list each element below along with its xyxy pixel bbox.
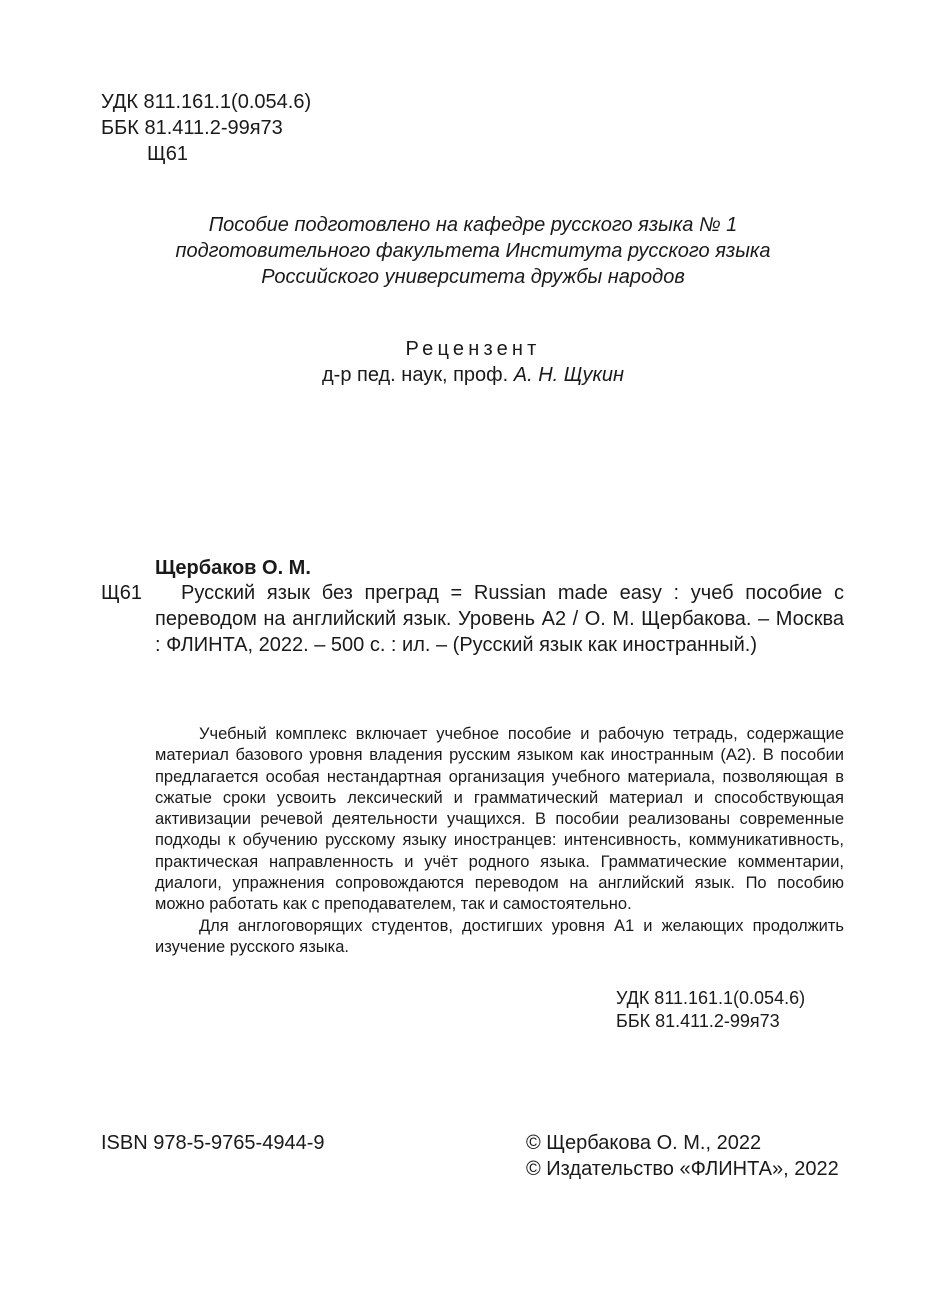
copyright-block	[526, 1130, 839, 1182]
copyright-author: © Щербакова О. М., 2022	[526, 1132, 762, 1154]
department-note-line-1: Пособие подготовлено на кафедре русского языка № 1	[208, 214, 738, 236]
bibliographic-description-text: Русский язык без преград = Russian made easy : учеб пособие с переводом на английский язык. Уровень А2 / О. М. Щербакова. – Москва : ФЛИНТА, 2022. – 500 с. : ил. – (Русский язык как иностранный.)	[155, 582, 844, 656]
bibliographic-cipher: Щ61	[101, 582, 142, 604]
reviewer-degree: д-р пед. наук, проф.	[321, 364, 509, 386]
classification-codes-bottom	[616, 987, 805, 1033]
annotation-paragraph-2: Для англоговорящих студентов, достигших уровня А1 и желающих продолжить изучение русского языка.	[155, 916, 844, 956]
udk-code: УДК 811.161.1(0.054.6)	[101, 91, 312, 113]
reviewer-credentials	[100, 362, 846, 388]
bbk-code-bottom: ББК 81.411.2-99я73	[616, 1011, 780, 1031]
copyright-publisher: © Издательство «ФЛИНТА», 2022	[526, 1158, 839, 1180]
classification-codes-top	[101, 89, 311, 167]
department-note-line-3: Российского университета дружбы народов	[261, 266, 685, 288]
reviewer-name: А. Н. Щукин	[513, 364, 625, 386]
isbn: ISBN 978-5-9765-4944-9	[101, 1132, 325, 1154]
author-cipher: Щ61	[147, 143, 188, 165]
bibliographic-description	[155, 580, 844, 658]
udk-code-bottom: УДК 811.161.1(0.054.6)	[616, 988, 806, 1008]
book-author: Щербаков О. М.	[155, 557, 311, 579]
annotation	[155, 724, 844, 958]
bbk-code: ББК 81.411.2-99я73	[101, 117, 283, 139]
annotation-paragraph-1: Учебный комплекс включает учебное пособие и рабочую тетрадь, содержащие материал базового уровня владения русским языком как иностранным (А2). В пособии предлагается особая нестандартная организация учебного материала, позволяющая в сжатые сроки усвоить лексический и грамматический материал и способствующая активизации речевой деятельности учащихся. В пособии реализованы современные подходы к обучению русскому языку иностранцев: интенсивность, коммуникативность, практическая направленность и учёт родного языка. Грамматические комментарии, диалоги, упражнения сопровождаются переводом на английский язык. По пособию можно работать как с преподавателем, так и самостоятельно.	[155, 725, 844, 914]
department-note-line-2: подготовительного факультета Института русского языка	[175, 240, 771, 262]
reviewer-heading: Рецензент	[405, 338, 541, 360]
department-note	[100, 212, 846, 290]
